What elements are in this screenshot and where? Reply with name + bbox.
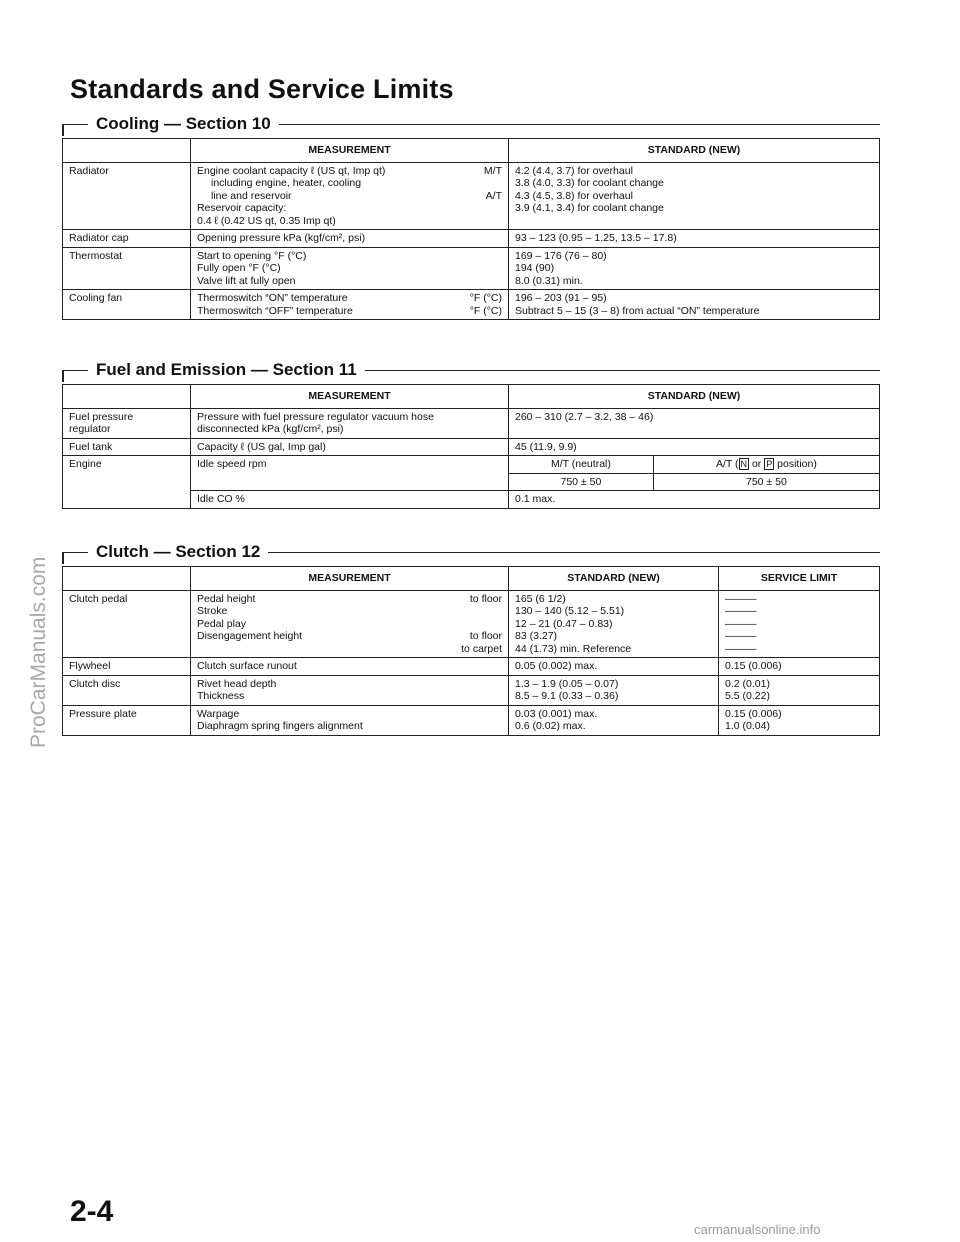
- side-watermark: ProCarManuals.com: [27, 556, 50, 748]
- cooling-heading-text: Cooling — Section 10: [88, 112, 279, 136]
- standard-value: 750 ± 50: [560, 475, 602, 488]
- measurement-text: Valve lift at fully open: [197, 274, 296, 287]
- measurement-text: Thickness: [197, 690, 245, 702]
- unit-tag: °F (°C): [469, 292, 502, 304]
- clutch-col-standard: STANDARD (NEW): [509, 567, 719, 591]
- standard-value: 8.0 (0.31) min.: [515, 274, 583, 287]
- limit-value: ———: [725, 642, 757, 655]
- limit-value: 5.5 (0.22): [725, 690, 770, 702]
- measurement-text: Pedal height: [197, 592, 256, 605]
- measurement-text: Thermoswitch “ON” temperature: [197, 292, 348, 304]
- limit-value: 0.15 (0.006): [725, 707, 782, 720]
- standard-value: 4.2 (4.4, 3.7) for overhaul: [515, 164, 633, 177]
- item-label: regulator: [69, 423, 111, 435]
- table-row: [63, 290, 880, 320]
- standard-value: Subtract 5 – 15 (3 – 8) from actual “ON” temperature: [515, 304, 760, 317]
- transmission-tag: A/T: [485, 189, 502, 202]
- cooling-col-standard: STANDARD (NEW): [509, 139, 880, 163]
- gear-p-box: P: [766, 459, 773, 469]
- gear-n-box: N: [740, 459, 748, 469]
- reference-tag: to floor: [469, 592, 502, 605]
- table-row: [63, 705, 880, 735]
- mt-label: M/T (neutral): [550, 458, 611, 470]
- measurement-text: Clutch surface runout: [197, 660, 297, 672]
- item-label: Clutch disc: [69, 677, 121, 690]
- measurement-text: Fully open °F (°C): [197, 262, 281, 274]
- at-label: position): [774, 458, 817, 470]
- table-row: [63, 162, 880, 230]
- standard-value: 0.03 (0.001) max.: [515, 707, 598, 720]
- measurement-text: including engine, heater, cooling: [211, 177, 362, 189]
- standard-value: 8.5 – 9.1 (0.33 – 0.36): [515, 690, 619, 702]
- table-row: [63, 438, 880, 456]
- limit-value: ———: [725, 592, 757, 605]
- standard-value: 83 (3.27): [515, 630, 558, 642]
- clutch-col-measurement: MEASUREMENT: [191, 567, 509, 591]
- measurement-text: Idle speed rpm: [197, 458, 267, 470]
- cooling-table: [62, 138, 880, 320]
- measurement-text: Diaphragm spring fingers alignment: [197, 720, 363, 732]
- page-number: 2-4: [70, 1195, 114, 1228]
- standard-value: 750 ± 50: [746, 475, 787, 488]
- item-label: Fuel tank: [69, 440, 113, 453]
- transmission-tag: M/T: [483, 164, 502, 177]
- standard-value: 0.6 (0.02) max.: [515, 720, 586, 732]
- fuel-heading-text: Fuel and Emission — Section 11: [88, 358, 365, 382]
- unit-tag: °F (°C): [469, 304, 502, 317]
- standard-value: 165 (6 1/2): [515, 592, 566, 605]
- cooling-col-measurement: MEASUREMENT: [191, 139, 509, 163]
- footer-watermark: carmanualsonline.info: [694, 1222, 821, 1237]
- item-label: Flywheel: [69, 660, 111, 672]
- table-row: [63, 408, 880, 438]
- standard-value: 45 (11.9, 9.9): [515, 440, 577, 453]
- fuel-section-heading: [62, 358, 880, 382]
- table-row: [63, 456, 880, 474]
- standard-value: 0.1 max.: [515, 493, 556, 505]
- reference-tag: to floor: [469, 630, 502, 642]
- standard-value: 0.05 (0.002) max.: [515, 660, 598, 672]
- limit-value: ———: [725, 617, 757, 630]
- standard-value: 93 – 123 (0.95 – 1.25, 13.5 – 17.8): [515, 232, 677, 244]
- item-label: Engine: [69, 458, 102, 470]
- reference-tag: to carpet: [461, 642, 502, 655]
- standard-value: 260 – 310 (2.7 – 3.2, 38 – 46): [515, 410, 654, 423]
- fuel-col-standard: STANDARD (NEW): [509, 385, 880, 409]
- standard-value: 44 (1.73) min. Reference: [515, 642, 632, 655]
- limit-value: 1.0 (0.04): [725, 720, 770, 732]
- measurement-text: Engine coolant capacity ℓ (US qt, Imp qt): [197, 164, 386, 177]
- limit-value: 0.15 (0.006): [725, 660, 782, 672]
- at-label: A/T (: [715, 458, 739, 470]
- measurement-text: Start to opening °F (°C): [197, 249, 307, 262]
- clutch-section-heading: [62, 540, 880, 564]
- clutch-table: [62, 566, 880, 736]
- fuel-col-measurement: MEASUREMENT: [191, 385, 509, 409]
- item-label: Radiator: [69, 164, 109, 177]
- table-row: [63, 247, 880, 290]
- item-label: Pressure plate: [69, 707, 137, 720]
- standard-value: 194 (90): [515, 262, 555, 274]
- standard-value: 169 – 176 (76 – 80): [515, 249, 607, 262]
- standard-value: 12 – 21 (0.47 – 0.83): [515, 617, 613, 630]
- measurement-text: Pedal play: [197, 617, 247, 630]
- cooling-section-heading: [62, 112, 880, 136]
- item-label: Radiator cap: [69, 232, 129, 244]
- table-row: [63, 658, 880, 676]
- measurement-text: line and reservoir: [211, 189, 292, 202]
- item-label: Thermostat: [69, 249, 123, 262]
- measurement-text: Rivet head depth: [197, 677, 277, 690]
- item-label: Clutch pedal: [69, 592, 128, 605]
- clutch-heading-text: Clutch — Section 12: [88, 540, 268, 564]
- standard-value: 4.3 (4.5, 3.8) for overhaul: [515, 189, 633, 202]
- measurement-text: Reservoir capacity:: [197, 202, 287, 214]
- table-row: [63, 230, 880, 248]
- table-row: [63, 675, 880, 705]
- measurement-text: disconnected kPa (kgf/cm², psi): [197, 423, 344, 435]
- at-label: or: [749, 458, 765, 470]
- clutch-col-limit: SERVICE LIMIT: [719, 567, 880, 591]
- limit-value: ———: [725, 605, 757, 617]
- item-label: Cooling fan: [69, 292, 123, 304]
- measurement-text: Idle CO %: [197, 493, 245, 505]
- measurement-text: Thermoswitch “OFF” temperature: [197, 304, 353, 317]
- fuel-table: [62, 384, 880, 509]
- measurement-text: 0.4 ℓ (0.42 US qt, 0.35 Imp qt): [197, 214, 336, 227]
- table-row: [63, 590, 880, 658]
- standard-value: 3.9 (4.1, 3.4) for coolant change: [515, 202, 664, 214]
- measurement-text: Disengagement height: [197, 630, 303, 642]
- measurement-text: Capacity ℓ (US gal, Imp gal): [197, 440, 326, 453]
- measurement-text: Pressure with fuel pressure regulator vacuum hose: [197, 410, 434, 423]
- standard-value: 196 – 203 (91 – 95): [515, 292, 607, 304]
- limit-value: ———: [725, 630, 757, 642]
- standard-value: 130 – 140 (5.12 – 5.51): [515, 605, 625, 617]
- page-title: Standards and Service Limits: [70, 74, 454, 104]
- measurement-text: Opening pressure kPa (kgf/cm², psi): [197, 232, 366, 244]
- measurement-text: Warpage: [197, 707, 240, 720]
- standard-value: 1.3 – 1.9 (0.05 – 0.07): [515, 677, 619, 690]
- measurement-text: Stroke: [197, 605, 228, 617]
- limit-value: 0.2 (0.01): [725, 677, 770, 690]
- item-label: Fuel pressure: [69, 410, 134, 423]
- standard-value: 3.8 (4.0, 3.3) for coolant change: [515, 177, 664, 189]
